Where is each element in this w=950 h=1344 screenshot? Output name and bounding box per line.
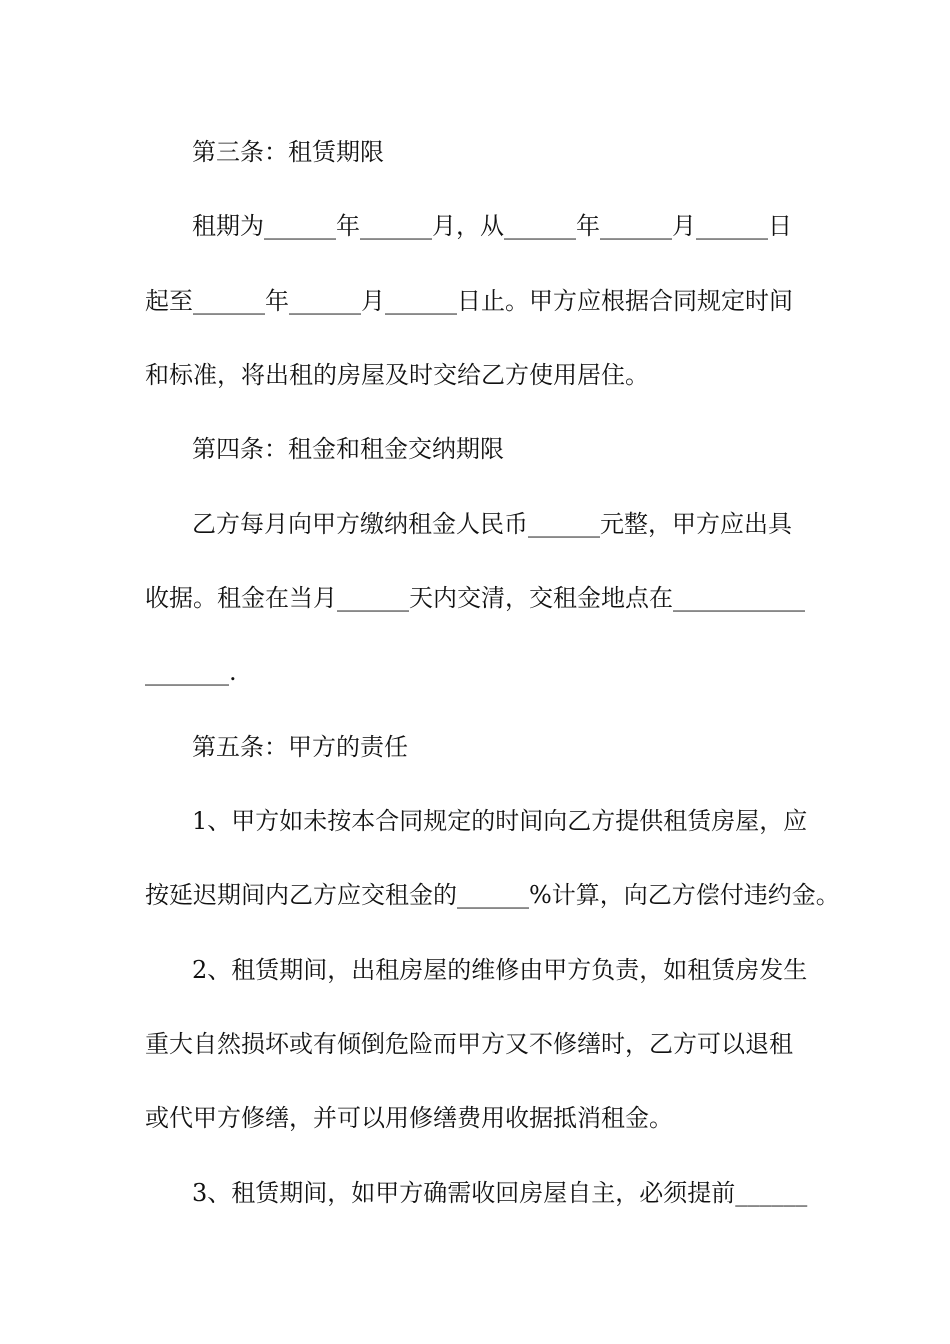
section-3-line-3: 和标准，将出租的房屋及时交给乙方使用居住。 (145, 361, 649, 389)
section-4-line-3: _______. (145, 658, 237, 686)
section-5-item-2-line-3: 或代甲方修缮，并可以用修缮费用收据抵消租金。 (145, 1104, 673, 1132)
section-4-line-1: 乙方每月向甲方缴纳租金人民币______元整，甲方应出具 (192, 510, 792, 538)
section-5-item-1-line-1: 1、甲方如未按本合同规定的时间向乙方提供租赁房屋，应 (192, 807, 808, 835)
section-4-heading: 第四条：租金和租金交纳期限 (192, 435, 504, 463)
section-4-line-2: 收据。租金在当月______天内交清，交租金地点在___________ (145, 584, 805, 612)
section-3-line-2: 起至______年______月______日止。甲方应根据合同规定时间 (145, 287, 793, 315)
section-5-item-1-line-2: 按延迟期间内乙方应交租金的______%计算，向乙方偿付违约金。 (145, 881, 840, 909)
section-3-line-1: 租期为______年______月，从______年______月______日 (192, 212, 792, 240)
section-5-item-3-line-1: 3、租赁期间，如甲方确需收回房屋自主，必须提前______ (192, 1179, 808, 1207)
section-5-item-2-line-2: 重大自然损坏或有倾倒危险而甲方又不修缮时，乙方可以退租 (145, 1030, 793, 1058)
section-5-item-2-line-1: 2、租赁期间，出租房屋的维修由甲方负责，如租赁房发生 (192, 956, 808, 984)
section-5-heading: 第五条：甲方的责任 (192, 733, 408, 761)
section-3-heading: 第三条：租赁期限 (192, 138, 384, 166)
